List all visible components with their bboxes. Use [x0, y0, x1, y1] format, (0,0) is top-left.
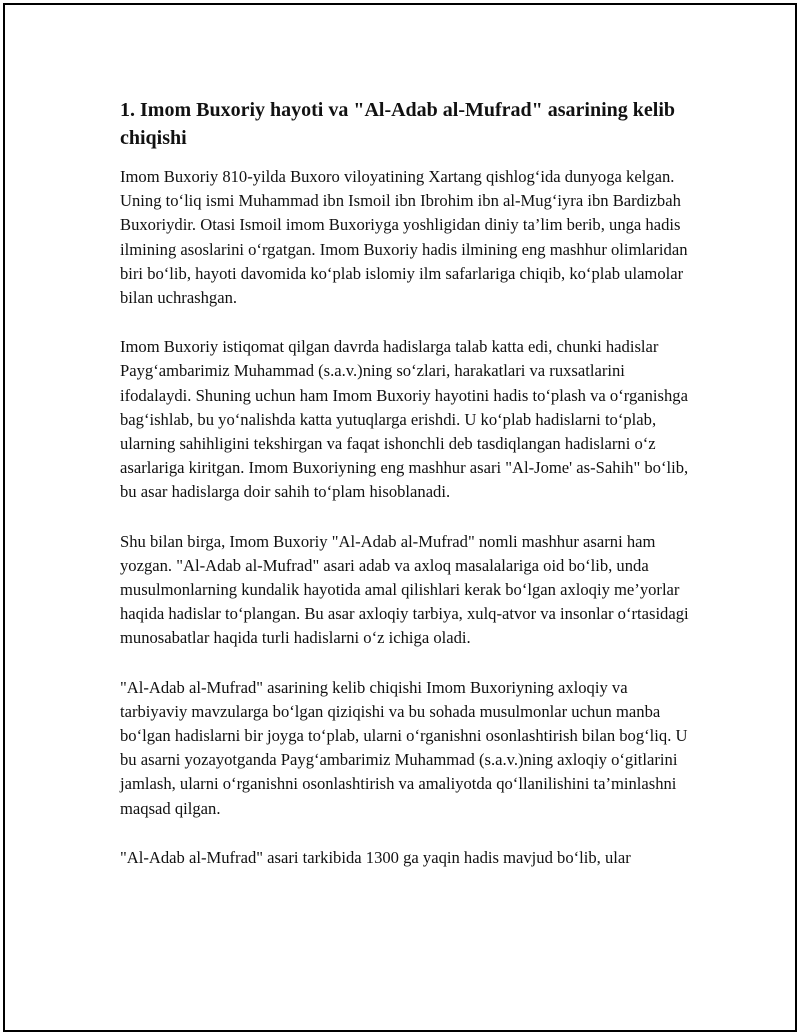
- paragraph-5: "Al-Adab al-Mufrad" asari tarkibida 1300 ga yaqin hadis mavjud bo‘lib, ular: [120, 847, 631, 867]
- page-frame: [3, 3, 797, 1032]
- document-body: [120, 96, 695, 895]
- paragraph-1: Imom Buxoriy 810-yilda Buxoro viloyatining Xartang qishlog‘ida dunyoga kelgan. Uning to‘liq ismi Muhammad ibn Ismoil ibn Ibrohim ibn al-Mug‘iyra ibn Bardizbah Buxoriydir. Otasi Ismoil imom Buxoriyga yoshligidan diniy ta’lim berib, unga hadis ilmining asoslarini o‘rgatgan. Imom Buxoriy hadis ilmining eng mashhur olimlaridan biri bo‘lib, hayoti davomida ko‘plab islomiy ilm safarlariga chiqib, ko‘plab ulamolar bilan uchrashgan.: [120, 167, 688, 308]
- paragraph-3: Shu bilan birga, Imom Buxoriy "Al-Adab al-Mufrad" nomli mashhur asarni ham yozgan. "Al-Adab al-Mufrad" asari adab va axloq masalalariga oid bo‘lib, unda musulmonlarning kundalik hayotida amal qilishlari kerak bo‘lgan axloqiy me’yorlar haqida hadislar to‘plangan. Bu asar axloqiy tarbiya, xulq-atvor va insonlar o‘rtasidagi munosabatlar haqida turli hadislarni o‘z ichiga oladi.: [120, 531, 689, 648]
- paragraph-4: "Al-Adab al-Mufrad" asarining kelib chiqishi Imom Buxoriyning axloqiy va tarbiyaviy mavzularga bo‘lgan qiziqishi va bu sohada musulmonlar uchun manba bo‘lgan hadislarni bir joyga to‘plab, ularni o‘rganishni osonlashtirish bilan bog‘liq. U bu asarni yozayotganda Payg‘ambarimiz Muhammad (s.a.v.)ning axloqiy o‘gitlarini jamlash, ularni o‘rganishni osonlashtirish va amaliyotda qo‘llanilishini ta’minlashni maqsad qilgan.: [120, 677, 688, 818]
- document-title: 1. Imom Buxoriy hayoti va "Al-Adab al-Mufrad" asarining kelib chiqishi: [120, 99, 676, 149]
- paragraph-2: Imom Buxoriy istiqomat qilgan davrda hadislarga talab katta edi, chunki hadislar Payg‘ambarimiz Muhammad (s.a.v.)ning so‘zlari, harakatlari va ruxsatlarini ifodalaydi. Shuning uchun ham Imom Buxoriy hayotini hadis to‘plash va o‘rganishga bag‘ishlab, bu yo‘nalishda katta yutuqlarga erishdi. U ko‘plab hadislarni to‘plab, ularning sahihligini tekshirgan va faqat ishonchli deb tasdiqlangan hadislarni o‘z asarlariga kiritgan. Imom Buxoriyning eng mashhur asari "Al-Jome' as-Sahih" bo‘lib, bu asar hadislarga doir sahih to‘plam hisoblanadi.: [120, 337, 689, 502]
